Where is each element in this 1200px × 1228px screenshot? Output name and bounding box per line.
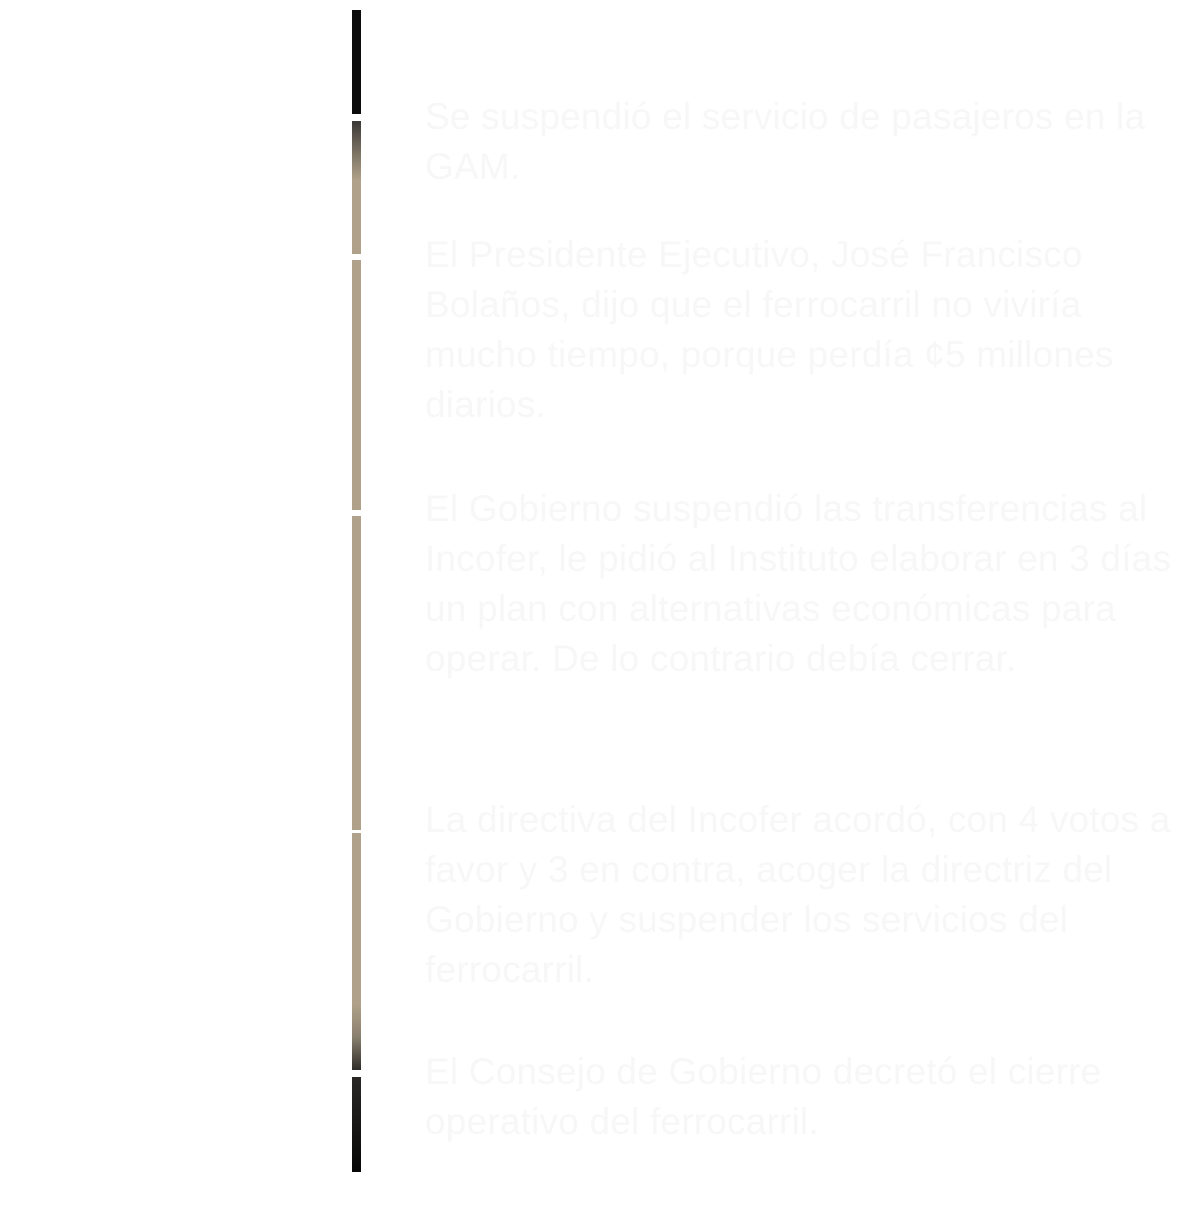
timeline-segment-top — [352, 10, 361, 114]
timeline-event-5: El Consejo de Gobierno decretó el cierre operativo del ferrocarril. — [425, 1051, 1102, 1142]
timeline-event-4: La directiva del Incofer acordó, con 4 votos a favor y 3 en contra, acoger la directriz del Gobierno y suspender los servicios del ferrocarril. — [425, 799, 1171, 990]
timeline-segment-3 — [352, 516, 361, 830]
timeline-segment-1 — [352, 121, 361, 254]
timeline-event-2: El Presidente Ejecutivo, José Francisco Bolaños, dijo que el ferrocarril no viviría mucho tiempo, porque perdía ¢5 millones diarios. — [425, 234, 1114, 425]
timeline-event-3: El Gobierno suspendió las transferencias al Incofer, le pidió al Instituto elaborar en 3 días un plan con alternativas económicas para operar. De lo contrario debía cerrar. — [425, 488, 1172, 679]
timeline-segment-2 — [352, 260, 361, 510]
timeline-segment-4 — [352, 833, 361, 1070]
timeline-line — [352, 10, 361, 1172]
timeline-event-1: Se suspendió el servicio de pasajeros en la GAM. — [425, 96, 1146, 187]
timeline-segment-bottom — [352, 1077, 361, 1172]
